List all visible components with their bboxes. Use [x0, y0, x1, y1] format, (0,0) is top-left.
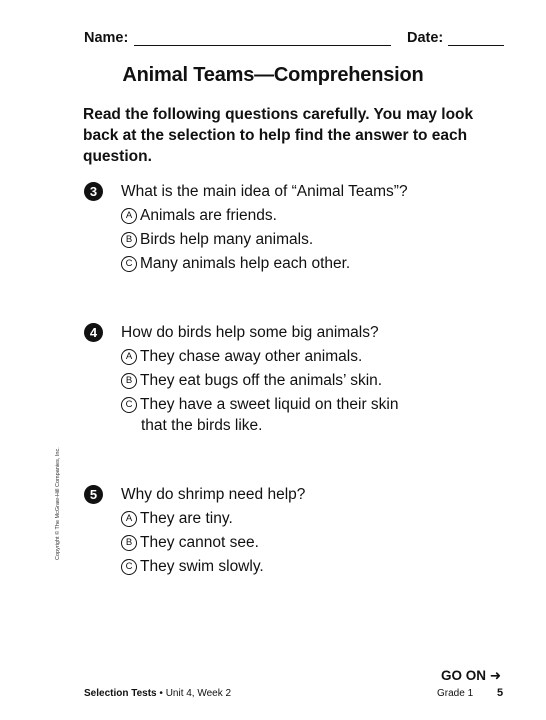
option-letter-b[interactable]: B: [121, 232, 137, 248]
option-text: They chase away other animals.: [140, 348, 363, 365]
page-number: 5: [497, 687, 504, 699]
option-letter-c[interactable]: C: [121, 559, 137, 575]
option-text: Birds help many animals.: [140, 231, 314, 248]
question-text: What is the main idea of “Animal Teams”?: [121, 183, 408, 200]
name-label: Name:: [84, 30, 129, 46]
option-text: They cannot see.: [140, 534, 259, 551]
option-text: Animals are friends.: [140, 207, 277, 224]
option-text: They are tiny.: [140, 510, 233, 527]
go-on-label: GO ON ➜: [441, 668, 502, 683]
question-text: How do birds help some big animals?: [121, 324, 379, 341]
option-b[interactable]: [121, 371, 382, 391]
footer-series: [84, 688, 231, 699]
option-a[interactable]: [121, 347, 362, 367]
question-5: [84, 485, 504, 575]
option-c[interactable]: [121, 395, 398, 415]
option-letter-a[interactable]: A: [121, 349, 137, 365]
header-row: [84, 30, 504, 50]
option-letter-a[interactable]: A: [121, 208, 137, 224]
question-4: [84, 323, 504, 438]
option-b[interactable]: [121, 230, 313, 250]
option-c[interactable]: [121, 254, 350, 274]
page-title: Animal Teams—Comprehension: [122, 64, 424, 86]
option-b[interactable]: [121, 533, 259, 553]
option-a[interactable]: [121, 509, 233, 529]
option-text: They eat bugs off the animals’ skin.: [140, 372, 383, 389]
footer-grade: Grade 1: [437, 688, 474, 699]
option-text: They swim slowly.: [140, 558, 264, 575]
question-number-badge: 3: [84, 182, 103, 201]
date-label: Date:: [407, 30, 444, 46]
option-text: They have a sweet liquid on their skin: [140, 396, 399, 413]
question-number-badge: 5: [84, 485, 103, 504]
question-3: [84, 182, 504, 272]
date-line[interactable]: [448, 45, 504, 46]
option-c[interactable]: [121, 557, 264, 577]
option-text: Many animals help each other.: [140, 255, 351, 272]
option-a[interactable]: [121, 206, 277, 226]
option-letter-a[interactable]: A: [121, 511, 137, 527]
question-text: Why do shrimp need help?: [121, 486, 306, 503]
copyright-notice: Copyright © The McGraw-Hill Companies, Inc.: [55, 447, 61, 560]
footer-unit: Unit 4, Week 2: [165, 688, 232, 699]
question-number-badge: 4: [84, 323, 103, 342]
option-c-continuation: [121, 416, 262, 436]
option-letter-c[interactable]: C: [121, 397, 137, 413]
option-letter-c[interactable]: C: [121, 256, 137, 272]
option-letter-b[interactable]: B: [121, 535, 137, 551]
footer-separator: •: [156, 688, 166, 699]
name-line[interactable]: [134, 45, 391, 46]
option-text: that the birds like.: [141, 417, 263, 434]
instructions: Read the following questions carefully. You may look back at the selection to help find the answer to each question.: [83, 106, 474, 165]
footer-series-name: Selection Tests: [84, 688, 157, 699]
option-letter-b[interactable]: B: [121, 373, 137, 389]
